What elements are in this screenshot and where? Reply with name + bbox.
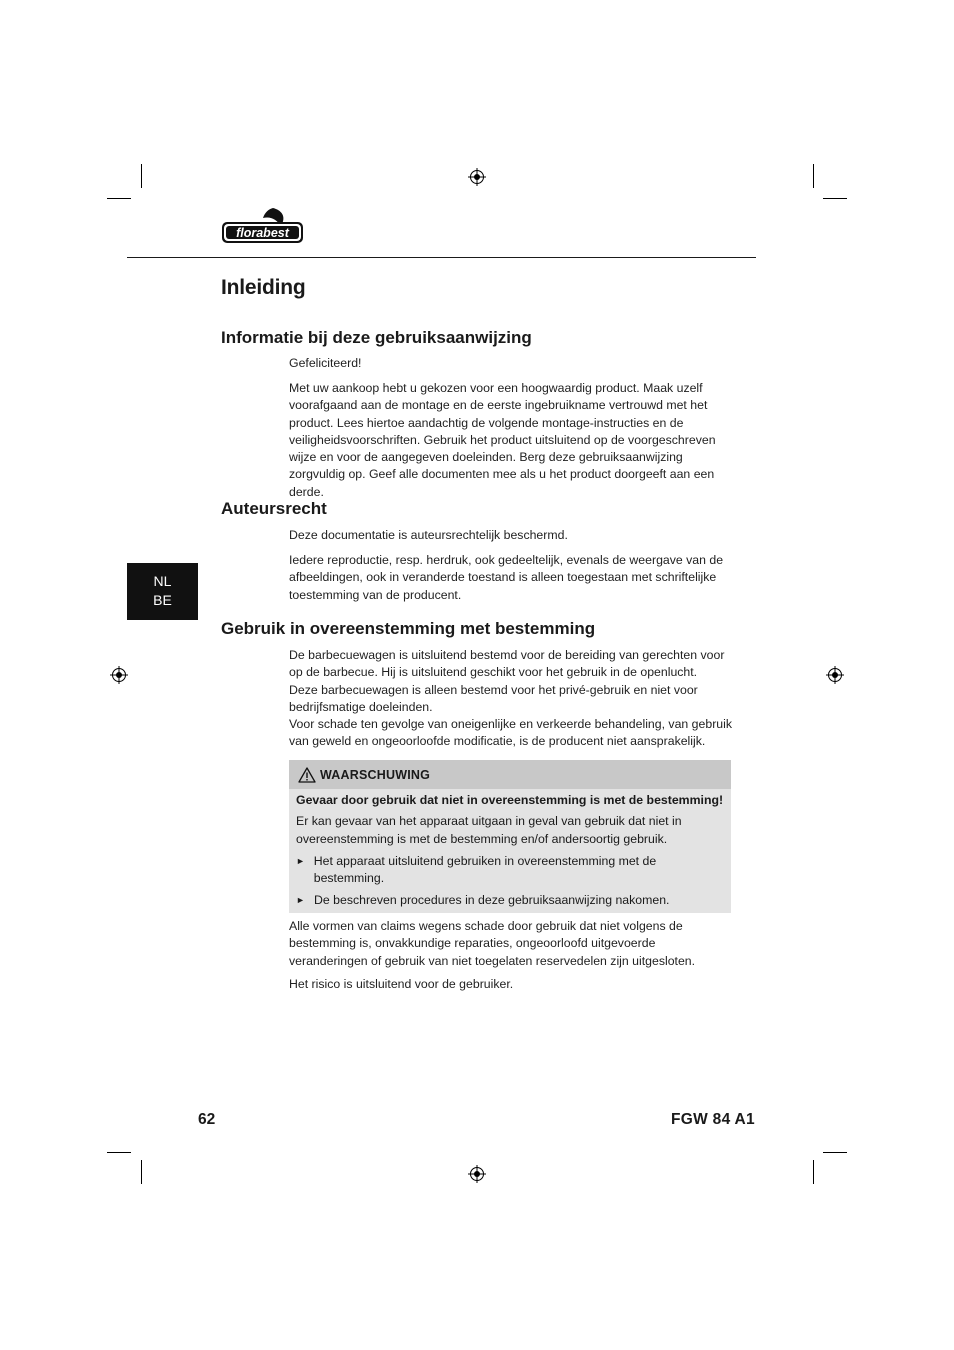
intended-use-paragraph-5: Het risico is uitsluitend voor de gebruiker. — [289, 977, 514, 991]
info-paragraph-2: Met uw aankoop hebt u gekozen voor een hoogwaardig product. Maak uzelf voorafgaand aan de montage en de eerste ingebruikname vertrouwd met het product. Lees hiertoe aandachtig de volgende montage-instructies en de veiligheidsvoorschriften. Gebruik het product uitsluitend op de voorgeschreven wijze en voor de aangegeven doeleinden. Berg deze gebruiksaanwijzing zorgvuldig op. Geef alle documenten mee als u het product doorgeeft aan een derde. — [289, 381, 716, 499]
intended-use-paragraph-3: Voor schade ten gevolge van oneigenlijke en verkeerde behandeling, van gebruik van geweld en ongeoorloofde modificatie, is de producent niet aansprakelijk. — [289, 717, 733, 749]
crop-mark — [813, 164, 814, 188]
registration-mark-icon — [468, 168, 486, 186]
warning-bullet-text: De beschreven procedures in deze gebruiksaanwijzing nakomen. — [314, 893, 670, 908]
copyright-paragraph-2: Iedere reproductie, resp. herdruk, ook gedeeltelijk, evenals de weergave van de afbeeldingen, ook in veranderde toestand is alleen toegestaan met schriftelijke toestemming van de producent. — [289, 553, 724, 602]
header-rule — [127, 257, 756, 258]
registration-mark-icon — [110, 666, 128, 684]
copyright-paragraph-1: Deze documentatie is auteursrechtelijk beschermd. — [289, 528, 568, 542]
intended-use-paragraph-4: Alle vormen van claims wegens schade door gebruik dat niet volgens de bestemming is, onvakkundige reparaties, ongeoorloofd uitgevoerde veranderingen of gebruik van niet toegelaten reservedelen zijn uitgesloten. — [289, 919, 696, 968]
section-heading-intended-use: Gebruik in overeenstemming met bestemming — [221, 619, 596, 638]
crop-mark — [141, 1160, 142, 1184]
crop-mark — [141, 164, 142, 188]
language-tab — [127, 563, 198, 620]
warning-title: Gevaar door gebruik dat niet in overeenstemming is met de bestemming! — [296, 793, 724, 807]
crop-mark — [107, 1152, 131, 1153]
warning-bullet-text: Het apparaat uitsluitend gebruiken in overeenstemming met de bestemming. — [313, 853, 657, 886]
warning-bullet — [296, 892, 724, 909]
section-heading-info: Informatie bij deze gebruiksaanwijzing — [221, 328, 532, 347]
warning-header — [289, 760, 731, 789]
crop-mark — [823, 1152, 847, 1153]
language-code-be: BE — [153, 592, 172, 608]
warning-text: Er kan gevaar van het apparaat uitgaan in geval van gebruik dat niet in overeenstemming is met de bestemming en/of andersoortig gebruik. — [296, 814, 682, 846]
warning-triangle-icon — [298, 767, 316, 783]
registration-mark-icon — [826, 666, 844, 684]
model-number: FGW 84 A1 — [671, 1111, 755, 1128]
svg-text:florabest: florabest — [236, 226, 289, 240]
page-title: Inleiding — [221, 276, 306, 299]
arrow-bullet-icon: ► — [296, 895, 305, 906]
intended-use-paragraph-1: De barbecuewagen is uitsluitend bestemd voor de bereiding van gerechten voor op de barbecue. Hij is uitsluitend geschikt voor het gebruik in de openlucht. — [289, 648, 725, 680]
crop-mark — [107, 198, 131, 199]
crop-mark — [813, 1160, 814, 1184]
language-code-nl: NL — [153, 573, 172, 589]
info-paragraph-1: Gefeliciteerd! — [289, 356, 362, 370]
registration-mark-icon — [468, 1165, 486, 1183]
section-heading-copyright: Auteursrecht — [221, 499, 327, 518]
warning-bullet — [296, 853, 724, 888]
arrow-bullet-icon: ► — [296, 855, 305, 866]
intended-use-paragraph-2: Deze barbecuewagen is alleen bestemd voor het privé-gebruik en niet voor bedrijfsmatige doeleinden. — [289, 683, 698, 715]
warning-box — [289, 760, 731, 913]
warning-label: WAARSCHUWING — [320, 767, 431, 782]
page-number: 62 — [198, 1111, 216, 1128]
crop-mark — [823, 198, 847, 199]
florabest-logo — [221, 206, 305, 246]
